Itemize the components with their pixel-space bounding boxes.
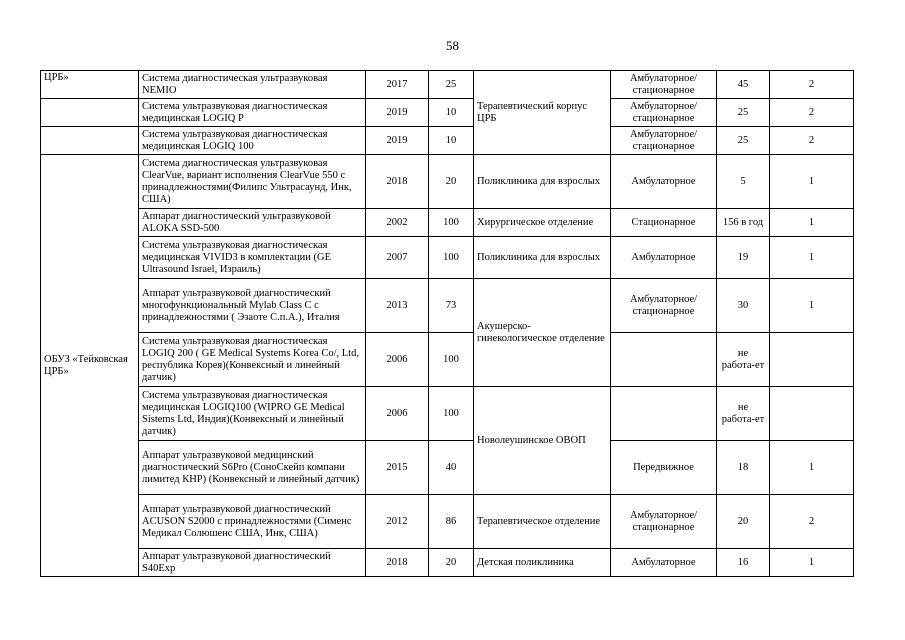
type-cell: Амбулаторное/ стационарное — [611, 279, 717, 333]
wear-cell: 40 — [429, 441, 474, 495]
type-cell: Амбулаторное/ стационарное — [611, 99, 717, 127]
table-row — [41, 387, 854, 441]
type-cell — [611, 333, 717, 387]
equipment-cell: Аппарат ультразвуковой диагностический ACUSON S2000 с принадлежностями (Сименс Медикал Солюшенс США, Инк, США) — [139, 495, 366, 549]
dept-cell: Поликлиника для взрослых — [474, 237, 611, 279]
table-row — [41, 71, 854, 99]
wear-cell: 100 — [429, 333, 474, 387]
load-cell: 5 — [717, 155, 770, 209]
equipment-cell: Система ультразвуковая диагностическая медицинская LOGIQ100 (WIPRO GE Medical Sistems Ltd, Индия)(Конвексный и линейный датчик) — [139, 387, 366, 441]
org-cell-empty — [41, 127, 139, 155]
equipment-cell: Аппарат ультразвуковой диагностический S40Exp — [139, 549, 366, 577]
load-cell: 20 — [717, 495, 770, 549]
load-cell: не работа-ет — [717, 333, 770, 387]
equipment-cell: Система ультразвуковая диагностическая LOGIQ 200 ( GE Medical Systems Korea Co/, Ltd, республика Корея)(Конвексный и линейный датчик) — [139, 333, 366, 387]
dept-cell: Новолеушинское ОВОП — [474, 387, 611, 495]
type-cell: Передвижное — [611, 441, 717, 495]
table-row — [41, 237, 854, 279]
shifts-cell: 2 — [770, 71, 854, 99]
shifts-cell: 1 — [770, 549, 854, 577]
wear-cell: 100 — [429, 237, 474, 279]
equipment-cell: Система диагностическая ультразвуковая NEMIO — [139, 71, 366, 99]
year-cell: 2012 — [366, 495, 429, 549]
dept-cell: Акушерско-гинекологическое отделение — [474, 279, 611, 387]
wear-cell: 10 — [429, 99, 474, 127]
load-cell: 156 в год — [717, 209, 770, 237]
org-cell-top: ЦРБ» — [41, 71, 139, 99]
shifts-cell: 1 — [770, 279, 854, 333]
equipment-cell: Система ультразвуковая диагностическая медицинская LOGIQ 100 — [139, 127, 366, 155]
load-cell: 45 — [717, 71, 770, 99]
equipment-cell: Аппарат ультразвуковой медицинский диагностический S6Pro (СоноСкейп компани лимитед КНР) (Конвексный и линейный датчик) — [139, 441, 366, 495]
year-cell: 2007 — [366, 237, 429, 279]
year-cell: 2002 — [366, 209, 429, 237]
shifts-cell: 1 — [770, 237, 854, 279]
type-cell: Амбулаторное/ стационарное — [611, 495, 717, 549]
equipment-table — [40, 70, 854, 577]
org-cell-main: ОБУЗ «Тейковская ЦРБ» — [41, 155, 139, 577]
dept-cell: Поликлиника для взрослых — [474, 155, 611, 209]
wear-cell: 100 — [429, 209, 474, 237]
type-cell: Амбулаторное — [611, 237, 717, 279]
dept-cell: Детская поликлиника — [474, 549, 611, 577]
equipment-cell: Аппарат ультразвуковой диагностический многофункциональный Mylab Class C с принадлежностями ( Эзаоте С.п.А.), Италия — [139, 279, 366, 333]
load-cell: 25 — [717, 127, 770, 155]
table-row — [41, 495, 854, 549]
dept-cell: Терапевтическое отделение — [474, 495, 611, 549]
table-row — [41, 155, 854, 209]
year-cell: 2006 — [366, 387, 429, 441]
shifts-cell: 1 — [770, 155, 854, 209]
org-cell-empty — [41, 99, 139, 127]
dept-cell: Терапевтический корпус ЦРБ — [474, 71, 611, 155]
table-row — [41, 333, 854, 387]
load-cell: 19 — [717, 237, 770, 279]
wear-cell: 20 — [429, 155, 474, 209]
shifts-cell: 2 — [770, 99, 854, 127]
type-cell: Амбулаторное — [611, 155, 717, 209]
year-cell: 2013 — [366, 279, 429, 333]
table-row — [41, 99, 854, 127]
wear-cell: 25 — [429, 71, 474, 99]
dept-cell: Хирургическое отделение — [474, 209, 611, 237]
shifts-cell: 1 — [770, 209, 854, 237]
type-cell — [611, 387, 717, 441]
equipment-cell: Система ультразвуковая диагностическая медицинская VIVID3 в комплектации (GE Ultrasound Israel, Израиль) — [139, 237, 366, 279]
year-cell: 2006 — [366, 333, 429, 387]
wear-cell: 100 — [429, 387, 474, 441]
load-cell: 18 — [717, 441, 770, 495]
table-row — [41, 127, 854, 155]
wear-cell: 10 — [429, 127, 474, 155]
wear-cell: 20 — [429, 549, 474, 577]
equipment-cell: Система диагностическая ультразвуковая ClearVue, вариант исполнения ClearVue 550 с принадлежностями(Филипс Ультрасаунд, Инк, США) — [139, 155, 366, 209]
type-cell: Амбулаторное/ стационарное — [611, 127, 717, 155]
load-cell: 16 — [717, 549, 770, 577]
table-row — [41, 441, 854, 495]
year-cell: 2015 — [366, 441, 429, 495]
shifts-cell: 2 — [770, 495, 854, 549]
page-number: 58 — [446, 38, 459, 53]
shifts-cell — [770, 387, 854, 441]
year-cell: 2017 — [366, 71, 429, 99]
equipment-cell: Аппарат диагностический ультразвуковой ALOKA SSD-500 — [139, 209, 366, 237]
table-row — [41, 549, 854, 577]
year-cell: 2018 — [366, 155, 429, 209]
wear-cell: 86 — [429, 495, 474, 549]
table-row — [41, 209, 854, 237]
shifts-cell — [770, 333, 854, 387]
wear-cell: 73 — [429, 279, 474, 333]
type-cell: Амбулаторное — [611, 549, 717, 577]
load-cell: 30 — [717, 279, 770, 333]
load-cell: 25 — [717, 99, 770, 127]
type-cell: Стационарное — [611, 209, 717, 237]
load-cell: не работа-ет — [717, 387, 770, 441]
shifts-cell: 1 — [770, 441, 854, 495]
equipment-cell: Система ультразвуковая диагностическая медицинская LOGIQ P — [139, 99, 366, 127]
year-cell: 2018 — [366, 549, 429, 577]
type-cell: Амбулаторное/ стационарное — [611, 71, 717, 99]
year-cell: 2019 — [366, 99, 429, 127]
table-row — [41, 279, 854, 333]
year-cell: 2019 — [366, 127, 429, 155]
shifts-cell: 2 — [770, 127, 854, 155]
